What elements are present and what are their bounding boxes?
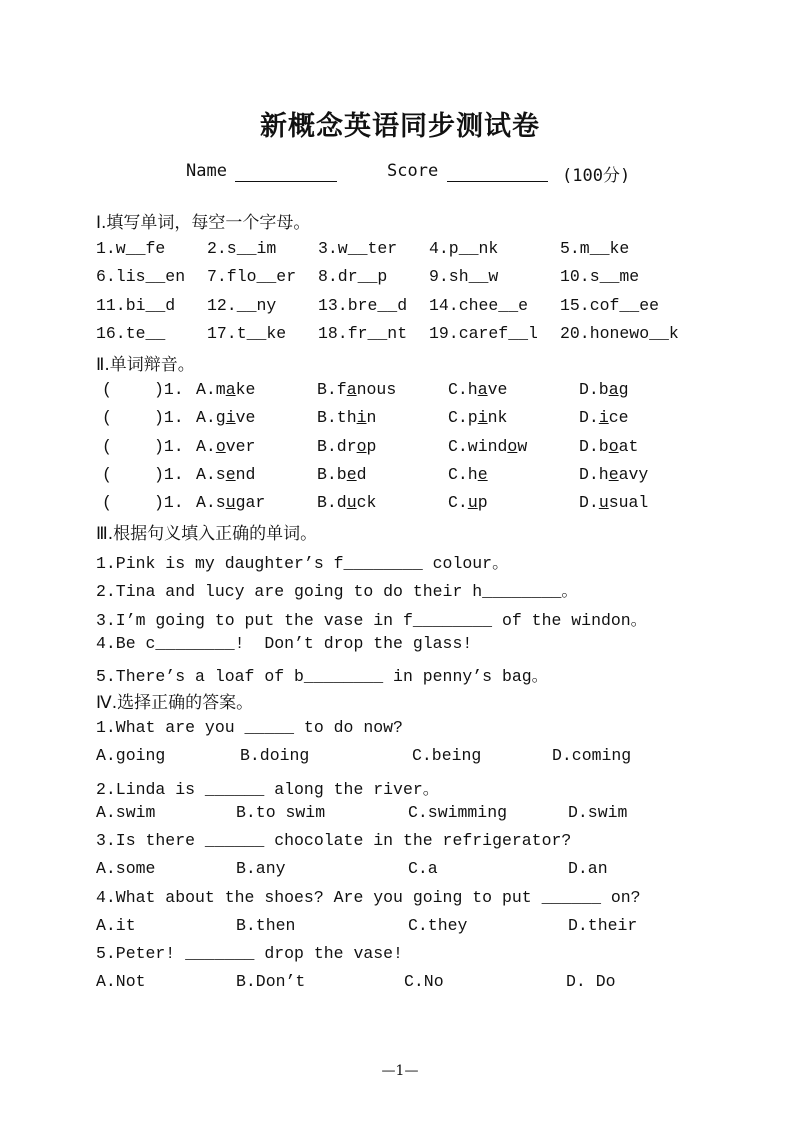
phonics-option-a [196, 380, 255, 399]
underlined-letter: o [507, 436, 518, 456]
mc-option[interactable]: B.then [236, 915, 296, 935]
fill-letter-item: 2.s__im [207, 239, 277, 258]
option-prefix: B.b [317, 464, 347, 484]
option-suffix: ce [608, 408, 629, 428]
mc-option[interactable]: B.Don’t [236, 972, 306, 991]
phonics-option-a [196, 437, 255, 456]
option-suffix: nk [487, 408, 508, 428]
answer-paren: ( [102, 436, 112, 456]
question-number: )1. [154, 493, 184, 513]
underlined-letter: e [346, 464, 357, 484]
phonics-option-d [579, 408, 629, 427]
mc-option[interactable]: A.it [96, 915, 136, 935]
sentence-fill-item: 3.I’m going to put the vase in f________ of the windon。 [96, 610, 648, 630]
sentence-fill-item: 4.Be c________! Don’t drop the glass! [96, 633, 473, 653]
section-3-heading: Ⅲ.根据句义填入正确的单词。 [96, 524, 318, 544]
underlined-letter: u [346, 493, 357, 513]
sentence-fill-item: 1.Pink is my daughter’s f________ colour。 [96, 554, 509, 573]
underlined-letter: a [477, 380, 488, 399]
answer-paren: ( [102, 408, 112, 428]
fill-letter-item: 4.p__nk [429, 239, 499, 258]
option-suffix: n [366, 408, 377, 428]
option-suffix: p [366, 436, 377, 456]
option-prefix: B.th [317, 408, 357, 428]
option-suffix: w [517, 436, 528, 456]
total-score: (100分) [562, 166, 631, 186]
underlined-letter: u [225, 493, 236, 513]
mc-option[interactable]: A.Not [96, 972, 146, 991]
option-prefix: B.dr [317, 436, 357, 456]
sentence-fill-item: 5.There’s a loaf of b________ in penny’s bag。 [96, 667, 549, 687]
mc-option[interactable]: B.doing [240, 746, 310, 765]
mc-option[interactable]: D.coming [552, 746, 632, 765]
fill-letter-item: 19.caref__l [429, 323, 538, 343]
option-prefix: C.wind [448, 436, 508, 456]
fill-letter-item: 12.__ny [207, 295, 277, 315]
fill-letter-item: 7.flo__er [207, 267, 297, 287]
phonics-option-b [317, 493, 376, 512]
option-prefix: D.b [579, 436, 609, 456]
mc-option[interactable]: C.they [408, 915, 468, 935]
option-suffix: nous [356, 380, 397, 399]
phonics-option-c [448, 465, 488, 484]
phonics-option-c [448, 408, 507, 427]
answer-paren: ( [102, 464, 112, 484]
underlined-letter: i [598, 408, 609, 428]
name-blank[interactable] [235, 181, 337, 182]
underlined-letter: o [356, 436, 367, 456]
phonics-option-a [196, 465, 255, 484]
page-title: 新概念英语同步测试卷 [260, 111, 540, 142]
option-prefix: B.d [317, 493, 347, 513]
option-prefix: D. [579, 408, 599, 428]
option-prefix: C.h [448, 380, 478, 399]
option-prefix: D.h [579, 464, 609, 484]
mc-option[interactable]: D.swim [568, 802, 628, 822]
option-suffix: p [477, 493, 488, 513]
phonics-option-b [317, 465, 367, 484]
option-prefix: D. [579, 493, 599, 513]
phonics-option-b [317, 380, 396, 399]
fill-letter-item: 17.t__ke [207, 323, 287, 343]
mc-question: 2.Linda is ______ along the river。 [96, 779, 440, 799]
mc-option[interactable]: A.swim [96, 802, 156, 822]
mc-question: 5.Peter! _______ drop the vase! [96, 944, 403, 963]
mc-question: 4.What about the shoes? Are you going to put ______ on? [96, 887, 641, 907]
phonics-option-d [579, 380, 629, 399]
phonics-option-d [579, 465, 648, 484]
page-number: —1— [381, 1063, 419, 1079]
underlined-letter: u [467, 493, 478, 513]
option-prefix: D.b [579, 380, 609, 399]
fill-letter-item: 5.m__ke [560, 239, 630, 258]
mc-option[interactable]: D.their [568, 915, 638, 935]
mc-option[interactable]: D.an [568, 859, 608, 878]
question-number: )1. [154, 464, 184, 484]
mc-question: 3.Is there ______ chocolate in the refrigerator? [96, 831, 572, 850]
fill-letter-item: 15.cof__ee [560, 295, 660, 315]
fill-letter-item: 11.bi__d [96, 295, 176, 315]
option-suffix: sual [608, 493, 649, 513]
option-prefix: C.h [448, 464, 478, 484]
underlined-letter: i [356, 408, 367, 428]
phonics-option-d [579, 493, 648, 512]
section-1-heading: Ⅰ.填写单词，每空一个字母。 [96, 213, 311, 233]
option-suffix: ve [235, 408, 256, 428]
underlined-letter: e [225, 464, 236, 484]
question-number: )1. [154, 408, 184, 428]
answer-paren: ( [102, 380, 112, 399]
underlined-letter: a [225, 380, 236, 399]
option-prefix: C. [448, 493, 468, 513]
option-prefix: A.m [196, 380, 226, 399]
phonics-option-a [196, 493, 265, 512]
mc-option[interactable]: C.being [412, 746, 482, 765]
fill-letter-item: 9.sh__w [429, 267, 499, 287]
phonics-option-d [579, 437, 638, 456]
phonics-option-c [448, 493, 488, 512]
underlined-letter: i [477, 408, 488, 428]
underlined-letter: e [477, 464, 488, 484]
mc-option[interactable]: B.any [236, 859, 286, 878]
underlined-letter: o [608, 436, 619, 456]
option-suffix: at [618, 436, 639, 456]
mc-option[interactable]: A.some [96, 859, 156, 878]
answer-paren: ( [102, 493, 112, 513]
question-number: )1. [154, 436, 184, 456]
mc-option[interactable]: C.swimming [408, 802, 508, 822]
fill-letter-item: 16.te__ [96, 323, 166, 343]
option-suffix: g [618, 380, 629, 399]
mc-option[interactable]: D. Do [566, 972, 616, 991]
underlined-letter: u [598, 493, 609, 513]
question-number: )1. [154, 380, 184, 399]
sentence-fill-item: 2.Tina and lucy are going to do their h________。 [96, 582, 578, 602]
phonics-option-c [448, 380, 507, 399]
underlined-letter: i [225, 408, 236, 428]
fill-letter-item: 8.dr__p [318, 267, 388, 287]
option-suffix: d [356, 464, 367, 484]
fill-letter-item: 18.fr__nt [318, 323, 408, 343]
name-label: Name [186, 161, 227, 181]
underlined-letter: e [608, 464, 619, 484]
phonics-option-a [196, 408, 255, 427]
phonics-option-b [317, 408, 376, 427]
option-suffix: gar [235, 493, 266, 513]
option-suffix: ver [225, 436, 256, 456]
option-prefix: A.g [196, 408, 226, 428]
underlined-letter: o [215, 436, 226, 456]
option-prefix: A.s [196, 493, 226, 513]
phonics-option-c [448, 437, 527, 456]
mc-option[interactable]: C.No [404, 972, 444, 991]
underlined-letter: a [608, 380, 619, 399]
mc-option[interactable]: B.to swim [236, 802, 326, 822]
fill-letter-item: 13.bre__d [318, 295, 408, 315]
mc-option[interactable]: C.a [408, 859, 438, 878]
fill-letter-item: 6.lis__en [96, 267, 186, 287]
phonics-option-b [317, 437, 376, 456]
score-blank[interactable] [447, 181, 548, 182]
fill-letter-item: 3.w__ter [318, 239, 398, 258]
fill-letter-item: 10.s__me [560, 267, 640, 287]
mc-option[interactable]: A.going [96, 746, 166, 765]
option-prefix: B.f [317, 380, 347, 399]
option-prefix: A. [196, 436, 216, 456]
fill-letter-item: 14.chee__e [429, 295, 529, 315]
option-prefix: C.p [448, 408, 478, 428]
option-prefix: A.s [196, 464, 226, 484]
option-suffix: ke [235, 380, 256, 399]
section-4-heading: Ⅳ.选择正确的答案。 [96, 693, 254, 713]
option-suffix: nd [235, 464, 256, 484]
option-suffix: ve [487, 380, 508, 399]
mc-question: 1.What are you _____ to do now? [96, 718, 403, 737]
underlined-letter: a [346, 380, 357, 399]
option-suffix: avy [618, 464, 649, 484]
fill-letter-item: 20.honewo__k [560, 323, 679, 343]
fill-letter-item: 1.w__fe [96, 239, 166, 258]
score-label: Score [387, 161, 439, 181]
section-2-heading: Ⅱ.单词辩音。 [96, 355, 195, 375]
option-suffix: ck [356, 493, 377, 513]
